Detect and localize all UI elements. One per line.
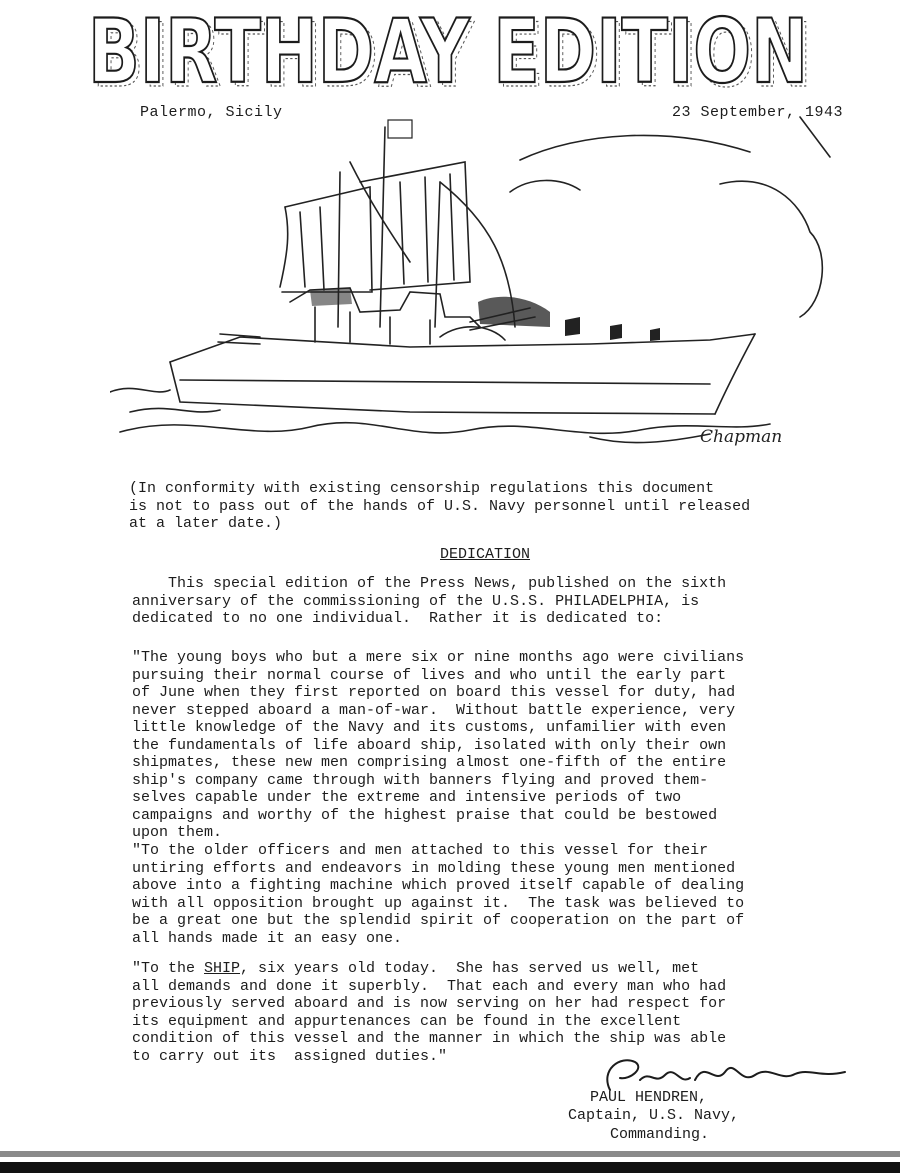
wave-line — [110, 388, 170, 392]
sail-line — [300, 174, 454, 290]
wave-line — [120, 423, 770, 434]
warship-illustration — [110, 112, 855, 472]
flag-icon — [388, 120, 412, 138]
wave-line — [130, 408, 220, 412]
dedication-paragraph: This special edition of the Press News, published on the sixth anniversary of the commissioning of the U.S.S. PHILADELPHIA, is dedicated to no one individual. Rather it is dedicated to: — [132, 575, 727, 627]
sail-line — [280, 207, 288, 287]
dateline-date: 23 September, 1943 — [672, 104, 844, 121]
dedication-paragraph: "To the older officers and men attached to this vessel for their untiring efforts and endeavors in molding these young men mentioned above into a fighting machine which proved itself capable of dealing with all opposition brought up against it. The task was believed to be a great one but the splendid spirit of cooperation on the part of all hands made it an easy one. — [132, 842, 745, 947]
sail-line — [282, 187, 372, 292]
cloud-line — [800, 117, 830, 157]
masthead-title — [0, 0, 900, 100]
hull-line — [170, 362, 715, 414]
masthead-title-shadow: BIRTHDAY EDITION — [92, 4, 812, 100]
ship-emphasis: SHIP — [204, 960, 241, 977]
superstructure — [315, 307, 430, 344]
cloud-line — [510, 180, 580, 192]
wave-line — [590, 434, 710, 443]
ship-paragraph-lead: "To the — [132, 960, 205, 977]
scan-bottom-border — [0, 1162, 900, 1173]
artist-signature: Chapman — [700, 427, 783, 447]
ship-paragraph-rest: , six years old today. She has served us well, met all demands and done it superbly. That each and every man who had previously served aboard and is now serving on her had respect for its equipment and appurtenances can be found in the excellent condition of this vessel and the manner in which the ship was able to carry out its assigned duties." — [132, 960, 727, 1065]
signatory-name: PAUL HENDREN, — [590, 1089, 708, 1106]
cloud-line — [720, 181, 822, 317]
masthead-title-text: BIRTHDAY EDITION — [88, 0, 808, 100]
signatory-role: Commanding. — [610, 1126, 710, 1143]
mast-line — [380, 127, 385, 327]
cloud-line — [520, 135, 750, 160]
scan-edge-shadow — [0, 1151, 900, 1157]
mast-line — [435, 182, 440, 327]
hull-line — [170, 334, 755, 362]
dateline-place: Palermo, Sicily — [140, 104, 283, 121]
censorship-notice: (In conformity with existing censorship regulations this document is not to pass out of the hands of U.S. Navy personnel until released at a later date.) — [129, 480, 751, 532]
dedication-paragraph: "The young boys who but a mere six or nine months ago were civilians pursuing their normal course of lives and who until the early part of June when they first reported on board this vessel for duty, had never stepped aboard a man-of-war. Without battle experience, very little knowledge of the Navy and its customs, unfamilier with even the fundamentals of life aboard ship, isolated with only their own shipmates, these new men comprising almost one-fifth of the entire ship's company came through with banners flying and proved them- selves capable under the extreme and intensive periods of two campaigns and worthy of the highest praise that could be bestowed upon them. — [132, 649, 745, 841]
signatory-title: Captain, U.S. Navy, — [568, 1107, 740, 1124]
hull-line — [180, 380, 710, 384]
dedication-heading: DEDICATION — [440, 546, 531, 563]
hull-line — [715, 334, 755, 414]
